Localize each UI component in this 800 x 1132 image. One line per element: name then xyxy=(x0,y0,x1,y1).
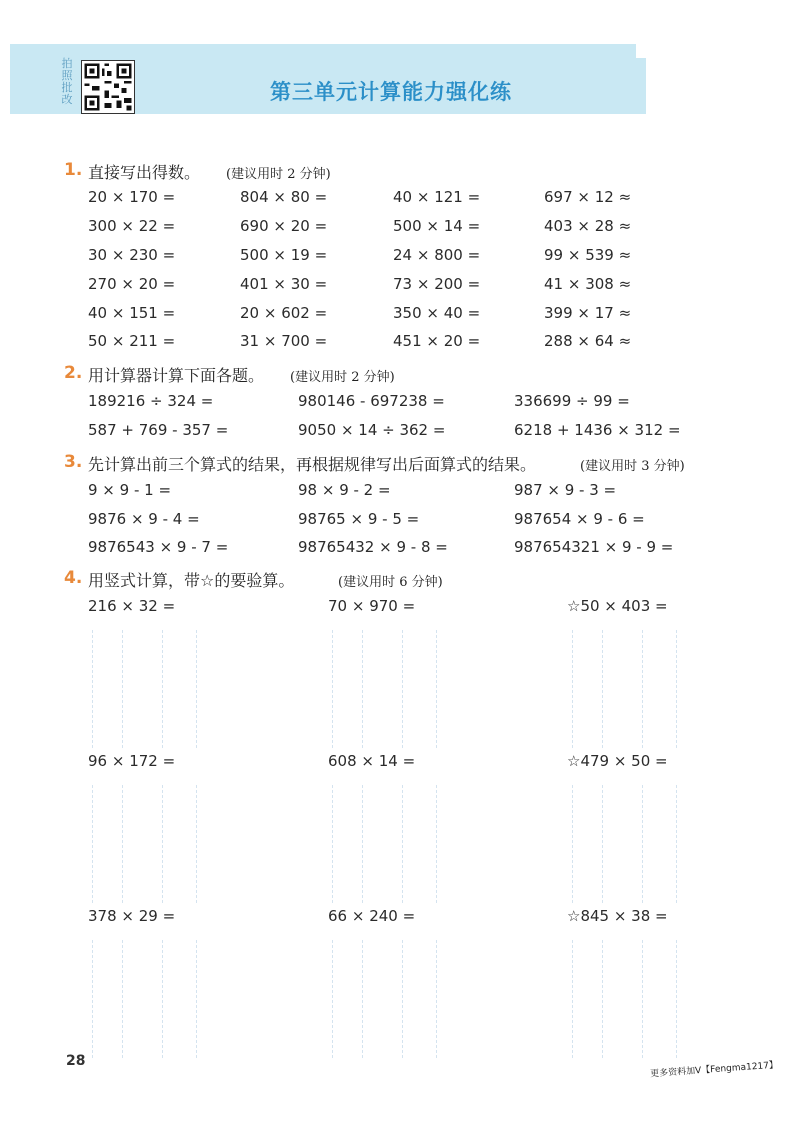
q1-item: 300 × 22 = xyxy=(88,217,176,235)
q3-item: 9 × 9 - 1 = xyxy=(88,481,172,499)
q2-time-hint: (建议用时 2 分钟) xyxy=(290,370,395,385)
q4-item: ☆479 × 50 = xyxy=(567,752,668,770)
q3-item: 987 × 9 - 3 = xyxy=(514,481,617,499)
q1-item: 690 × 20 = xyxy=(240,217,328,235)
watermark: 更多资料加V【Fengma1217】 xyxy=(649,1060,779,1080)
work-area[interactable] xyxy=(92,785,222,903)
q2-item: 9050 × 14 ÷ 362 = xyxy=(298,421,446,439)
q4-instruction: 用竖式计算，带☆的要验算。 xyxy=(88,571,295,590)
work-area[interactable] xyxy=(332,940,462,1058)
q1-item: 401 × 30 = xyxy=(240,275,328,293)
q1-item: 24 × 800 = xyxy=(393,246,481,264)
q1-item: 20 × 170 = xyxy=(88,188,176,206)
q1-item: 41 × 308 ≈ xyxy=(544,275,632,293)
q4-number: 4. xyxy=(64,568,83,588)
q3-number: 3. xyxy=(64,452,83,472)
q4-item: 66 × 240 = xyxy=(328,907,416,925)
q4-item: 216 × 32 = xyxy=(88,597,176,615)
q4-item: 378 × 29 = xyxy=(88,907,176,925)
q2-item: 6218 + 1436 × 312 = xyxy=(514,421,681,439)
q1-item: 31 × 700 = xyxy=(240,332,328,350)
q1-item: 50 × 211 = xyxy=(88,332,176,350)
photo-grading-label: 拍 照 批 改 xyxy=(61,57,73,106)
q2-item: 189216 ÷ 324 = xyxy=(88,392,214,410)
q1-item: 399 × 17 ≈ xyxy=(544,304,632,322)
work-area[interactable] xyxy=(572,630,702,748)
qr-code-icon[interactable] xyxy=(81,60,135,114)
q1-item: 350 × 40 = xyxy=(393,304,481,322)
q4-time-hint: (建议用时 6 分钟) xyxy=(338,575,443,590)
q2-instruction: 用计算器计算下面各题。 xyxy=(88,366,265,385)
q1-item: 500 × 19 = xyxy=(240,246,328,264)
q1-instruction: 直接写出得数。 xyxy=(88,163,201,182)
q4-item: 70 × 970 = xyxy=(328,597,416,615)
q4-item: ☆50 × 403 = xyxy=(567,597,668,615)
q3-time-hint: (建议用时 3 分钟) xyxy=(580,459,685,474)
q1-item: 804 × 80 = xyxy=(240,188,328,206)
q1-item: 697 × 12 ≈ xyxy=(544,188,632,206)
q4-item: 96 × 172 = xyxy=(88,752,176,770)
work-area[interactable] xyxy=(332,785,462,903)
q1-item: 99 × 539 ≈ xyxy=(544,246,632,264)
q3-item: 9876543 × 9 - 7 = xyxy=(88,538,229,556)
work-area[interactable] xyxy=(572,940,702,1058)
q2-number: 2. xyxy=(64,363,83,383)
q1-item: 451 × 20 = xyxy=(393,332,481,350)
q1-item: 288 × 64 ≈ xyxy=(544,332,632,350)
q1-item: 500 × 14 = xyxy=(393,217,481,235)
q3-item: 98765432 × 9 - 8 = xyxy=(298,538,448,556)
q1-item: 40 × 151 = xyxy=(88,304,176,322)
q1-item: 73 × 200 = xyxy=(393,275,481,293)
q2-item: 587 + 769 - 357 = xyxy=(88,421,229,439)
q3-item: 987654321 × 9 - 9 = xyxy=(514,538,674,556)
q2-item: 980146 - 697238 = xyxy=(298,392,445,410)
q1-item: 40 × 121 = xyxy=(393,188,481,206)
work-area[interactable] xyxy=(572,785,702,903)
work-area[interactable] xyxy=(92,630,222,748)
q1-item: 30 × 230 = xyxy=(88,246,176,264)
q1-item: 403 × 28 ≈ xyxy=(544,217,632,235)
q3-instruction: 先计算出前三个算式的结果，再根据规律写出后面算式的结果。 xyxy=(88,455,537,474)
q3-item: 98 × 9 - 2 = xyxy=(298,481,391,499)
q3-item: 9876 × 9 - 4 = xyxy=(88,510,200,528)
q1-time-hint: (建议用时 2 分钟) xyxy=(226,167,331,182)
q2-item: 336699 ÷ 99 = xyxy=(514,392,630,410)
page-number: 28 xyxy=(66,1053,86,1069)
page-title: 第三单元计算能力强化练 xyxy=(270,80,512,104)
work-area[interactable] xyxy=(332,630,462,748)
q4-item: ☆845 × 38 = xyxy=(567,907,668,925)
q3-item: 987654 × 9 - 6 = xyxy=(514,510,645,528)
q4-item: 608 × 14 = xyxy=(328,752,416,770)
q3-item: 98765 × 9 - 5 = xyxy=(298,510,420,528)
q1-item: 270 × 20 = xyxy=(88,275,176,293)
q1-number: 1. xyxy=(64,160,83,180)
work-area[interactable] xyxy=(92,940,222,1058)
q1-item: 20 × 602 = xyxy=(240,304,328,322)
